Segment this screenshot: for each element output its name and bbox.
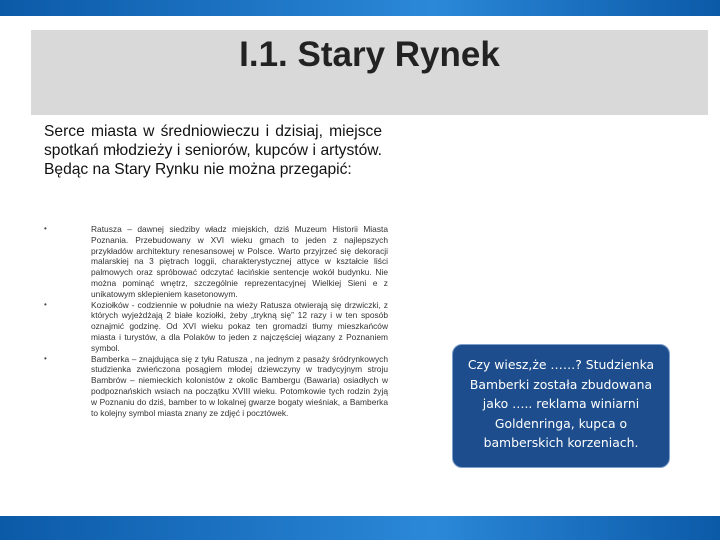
list-item	[44, 224, 388, 300]
bullet-icon: •	[44, 299, 47, 309]
list-item-text: Koziołków - codziennie w południe na wieży Ratusza otwierają się drzwiczki, z których wyjeżdżają 2 białe koziołki, żeby „trykną się” 12 razy i w ten sposób oznajmić godzinę. Od XVI wieku pokaz ten gromadzi tłumy mieszkańców miasta i turystów, a dla Polaków to jeden z najczęściej wiązany z Poznaniem symbol.	[91, 299, 388, 353]
bullet-icon: •	[44, 224, 47, 233]
list-item	[44, 354, 388, 419]
bottom-accent-bar	[0, 516, 720, 540]
bullet-icon: •	[44, 353, 47, 363]
attractions-list	[44, 224, 388, 418]
top-accent-bar	[0, 0, 720, 16]
did-you-know-text: Czy wiesz,że ……? Studzienka Bamberki została zbudowana jako ….. reklama winiarni Goldenringa, kupca o bamberskich korzeniach.	[467, 357, 655, 450]
list-item-text: Ratusza – dawnej siedziby władz miejskich, dziś Muzeum Historii Miasta Poznania. Przebudowany w XVI wieku gmach to jeden z najlepszych przykładów architektury renesansowej w Polsce. Warto przyjrzeć się dekoracji malarskiej na 3 piętrach loggii, charakterystycznej attyce w kształcie liści palmowych oraz spróbować odczytać łacińskie sentencje wokół budynku. Nie można pominąć wnętrz, szczególnie reprezentacyjnej Wielkiej Sieni e z unikatowym sklepieniem kasetonowym.	[91, 224, 388, 299]
page-title: I.1. Stary Rynek	[239, 35, 500, 74]
list-item	[44, 300, 388, 354]
did-you-know-box	[452, 344, 670, 468]
list-item-text: Bamberka – znajdująca się z tyłu Ratusza , na jednym z pasaży śródrynkowych studzienka zwieńczona posągiem młodej dziewczyny w tradycyjnym stroju Bambrów – niemieckich kolonistów z okolic Bambergu (Bawaria) osiadłych w podpoznańskich wsiach na początku XVIII wieku. Potomkowie tych rodzin żyją w Poznaniu do dziś, bamber to w lokalnej gwarze bogaty wieśniak, a Bamberka to kolejny symbol miasta znany ze zdjęć i pocztówek.	[91, 353, 388, 418]
intro-text: Serce miasta w średniowieczu i dzisiaj, miejsce spotkań młodzieży i seniorów, kupców i artystów. Będąc na Stary Rynku nie można przegapić:	[44, 123, 382, 178]
title-box	[31, 30, 708, 115]
